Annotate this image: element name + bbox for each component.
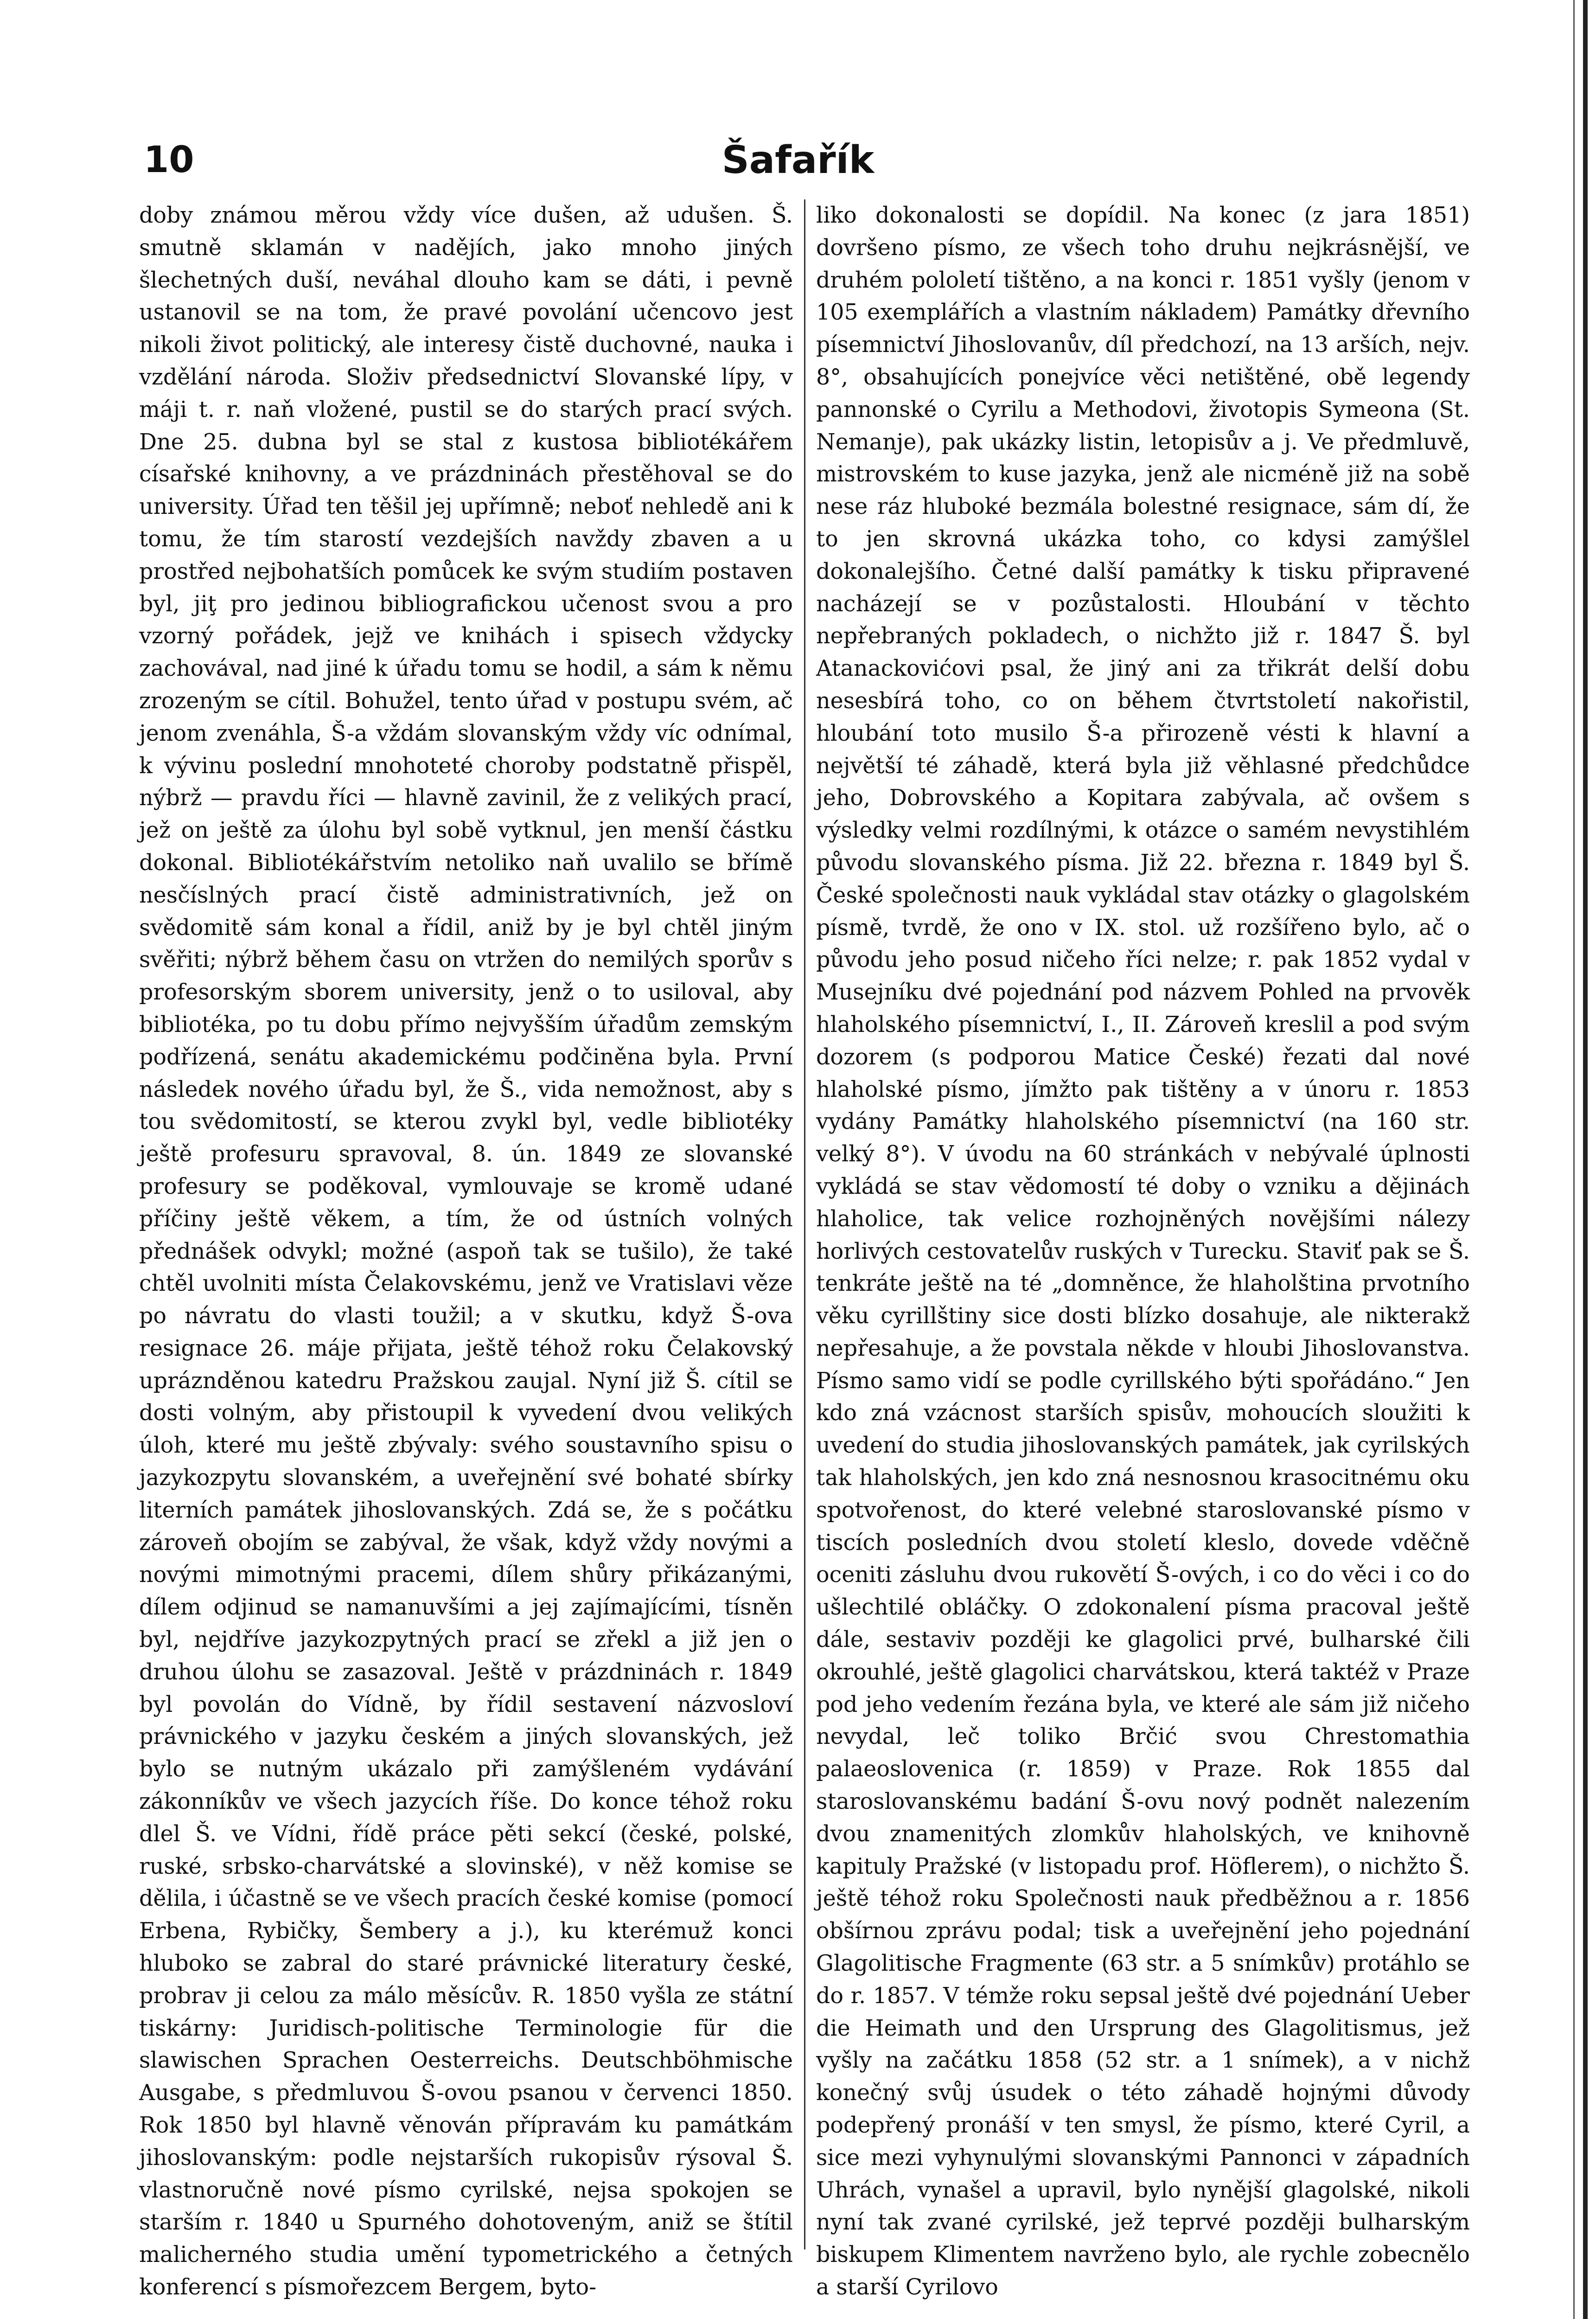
right-column: [816, 199, 1470, 2300]
page-edge: [1583, 0, 1588, 2319]
running-head: Šafařík: [721, 138, 875, 182]
left-column: [139, 199, 793, 2300]
page-edge-thin: [1573, 0, 1575, 2319]
left-column-text: doby známou měrou vždy více dušen, až udušen. Š. smutně sklamán v nadějích, jako mnoho jiných šlechetných duší, neváhal dlouho kam se dáti, i pevně ustanovil se na tom, že pravé povolání učencovo jest nikoli život politický, ale interesy čistě duchovné, nauka i vzdělání národa. Složiv předsednictví Slovanské lípy, v máji t. r. naň vložené, pustil se do starých prací svých. Dne 25. dubna byl se stal z kustosa bibliotékářem císařské knihovny, a ve prázdninách přestěhoval se do university. Úřad ten těšil jej upřímně; neboť nehledě ani k tomu, že tím starostí vezdejších navždy zbaven a u prostřed nejbohatších pomůcek ke svým studiím postaven byl, jiţ pro jedinou bibliografickou učenost svou a pro vzorný pořádek, jejž ve knihách i spisech vždycky zachovával, nad jiné k úřadu tomu se hodil, a sám k němu zrozeným se cítil. Bohužel, tento úřad v postupu svém, ač jenom zvenáhla, Š-a vždám slovanským vždy víc odnímal, k vývinu poslední mnohoteté choroby podstatně přispěl, nýbrž — pravdu říci — hlavně zavinil, že z velikých prací, jež on ještě za úlohu byl sobě vytknul, jen menší částku dokonal. Bibliotékářstvím netoliko naň uvalilo se břímě nesčíslných prací čistě administrativních, jež on svědomitě sám konal a řídil, aniž by je byl chtěl jiným svěřiti; nýbrž během času on vtržen do nemilých sporův s profesorským sborem university, jenž o to usiloval, aby bibliotéka, po tu dobu přímo nejvyšším úřadům zemským podřízená, senátu akademickému podčiněna byla. První následek nového úřadu byl, že Š., vida nemožnost, aby s tou svědomitostí, se kterou zvykl byl, vedle bibliotéky ještě profesuru spravoval, 8. ún. 1849 ze slovanské profesury se poděkoval, vymlouvaje se kromě udané příčiny ještě věkem, a tím, že od ústních volných přednášek odvykl; možné (aspoň tak se tušilo), že také chtěl uvolniti místa Čelakovskému, jenž ve Vratislavi věze po návratu do vlasti toužil; a v skutku, když Š-ova resignace 26. máje přijata, ještě téhož roku Čelakovský upráznděnou katedru Pražskou zaujal. Nyní již Š. cítil se dosti volným, aby přistoupil k vyvedení dvou velikých úloh, které mu ještě zbývaly: svého soustavního spisu o jazykozpytu slovanském, a uveřejnění své bohaté sbírky literních památek jihoslovanských. Zdá se, že s počátku zároveň obojím se zabýval, že však, když vždy novými a novými mimotnými pracemi, dílem shůry přikázanými, dílem odjinud se namanuvšími a jej zajímajícími, tísněn byl, nejdříve jazykozpytných prací se zřekl a již jen o druhou úlohu se zasazoval. Ještě v prázdninách r. 1849 byl povolán do Vídně, by řídil sestavení názvosloví právnického v jazyku českém a jiných slovanských, jež bylo se nutným ukázalo při zamýšleném vydávání zákonníkův ve všech jazycích říše. Do konce téhož roku dlel Š. ve Vídni, řídě práce pěti sekcí (české, polské, ruské, srbsko-charvátské a slovinské), v něž komise se dělila, i účastně se ve všech pracích české komise (pomocí Erbena, Rybičky, Šembery a j.), ku kterémuž konci hluboko se zabral do staré právnické literatury české, probrav ji celou za málo měsícův. R. 1850 vyšla ze státní tiskárny: Juridisch-politische Terminologie für die slawischen Sprachen Oesterreichs. Deutschböhmische Ausgabe, s předmluvou Š-ovou psanou v červenci 1850. Rok 1850 byl hlavně věnován přípravám ku památkám jihoslovanským: podle nejstarších rukopisův rýsoval Š. vlastnoručně nové písmo cyrilské, nejsa spokojen se starším r. 1840 u Spurného dohotoveným, aniž se štítil malicherného studia umění typometrického a četných konferencí s písmořezcem Bergem, byto-: [139, 203, 793, 2300]
column-divider: [804, 199, 805, 2249]
right-column-text: liko dokonalosti se dopídil. Na konec (z jara 1851) dovršeno písmo, ze všech toho druhu nejkrásnější, ve druhém pololetí tištěno, a na konci r. 1851 vyšly (jenom v 105 exemplářích a vlastním nákladem) Památky dřevního písemnictví Jihoslovanův, díl předchozí, na 13 arších, nejv. 8°, obsahujících ponejvíce věci netištěné, obě legendy pannonské o Cyrilu a Methodovi, životopis Symeona (St. Nemanje), pak ukázky listin, letopisův a j. Ve předmluvě, mistrovském to kuse jazyka, jenž ale nicméně již na sobě nese ráz hluboké bezmála bolestné resignace, sám dí, že to jen skrovná ukázka toho, co kdysi zamýšlel dokonalejšího. Četné další památky k tisku připravené nacházejí se v pozůstalosti. Hloubání v těchto nepřebraných pokladech, o nichžto již r. 1847 Š. byl Atanackovićovi psal, že jiný ani za třikrát delší dobu nesesbírá toho, co on během čtvrtstoletí nakořistil, hloubání toto musilo Š-a přirozeně vésti k hlavní a největší té záhadě, která byla již věhlasné předchůdce jeho, Dobrovského a Kopitara zabývala, ač ovšem s výsledky velmi rozdílnými, k otázce o samém nevystihlém původu slovanského písma. Již 22. března r. 1849 byl Š. České společnosti nauk vykládal stav otázky o glagolském písmě, tvrdě, že ono v IX. stol. už rozšířeno bylo, ač o původu jeho posud ničeho říci nelze; r. pak 1852 vydal v Musejníku dvé pojednání pod názvem Pohled na prvověk hlaholského písemnictví, I., II. Zároveň kreslil a pod svým dozorem (s podporou Matice České) řezati dal nové hlaholské písmo, jímžto pak tištěny a v únoru r. 1853 vydány Památky hlaholského písemnictví (na 160 str. velký 8°). V úvodu na 60 stránkách v nebývalé úplnosti vykládá se stav vědomostí té doby o vzniku a dějinách hlaholice, tak velice rozhojněných novějšími nálezy horlivých cestovatelův ruských v Turecku. Staviť pak se Š. tenkráte ještě na té „domněnce, že hlaholština prvotního věku cyrillštiny sice dosti blízko dosahuje, ale nikterakž nepřesahuje, a že povstala někde v hloubi Jihoslovanstva. Písmo samo vidí se podle cyrillského býti spořádáno.“ Jen kdo zná vzácnost starších spisův, mohoucích sloužiti k uvedení do studia jihoslovanských památek, jak cyrilských tak hlaholských, jen kdo zná nesnosnou krasocitnému oku spotvořenost, do které velebné staroslovanské písmo v tiscích posledních dvou století kleslo, dovede vděčně oceniti zásluhu dvou rukovětí Š-ových, i co do věci i co do ušlechtilé obláčky. O zdokonalení písma pracoval ještě dále, sestaviv později ke glagolici prvé, bulharské čili okrouhlé, ještě glagolici charvátskou, která taktéž v Praze pod jeho vedením řezána byla, ve které ale sám již ničeho nevydal, leč toliko Brčić svou Chrestomathia palaeoslovenica (r. 1859) v Praze. Rok 1855 dal staroslovanskému badání Š-ovu nový podnět nalezením dvou znamenitých zlomkův hlaholských, ve knihovně kapituly Pražské (v listopadu prof. Höflerem), o nichžto Š. ještě téhož roku Společnosti nauk předběžnou a r. 1856 obšírnou zprávu podal; tisk a uveřejnění jeho pojednání Glagolitische Fragmente (63 str. a 5 snímkův) protáhlo se do r. 1857. V témže roku sepsal ještě dvé pojednání Ueber die Heimath und den Ursprung des Glagolitismus, jež vyšly na začátku 1858 (52 str. a 1 snímek), a v nichž konečný svůj úsudek o této záhadě hojnými důvody podepřený pronáší v ten smysl, že písmo, které Cyril, a sice mezi vyhynulými slovanskými Pannonci v západních Uhrách, vynašel a upravil, bylo nynější glagolské, nikoli nyní tak zvané cyrilské, jež teprvé později bulharským biskupem Klimentem navrženo bylo, ale rychle zobecnělo a starší Cyrilovo: [816, 203, 1470, 2300]
page-number: 10: [144, 139, 194, 181]
